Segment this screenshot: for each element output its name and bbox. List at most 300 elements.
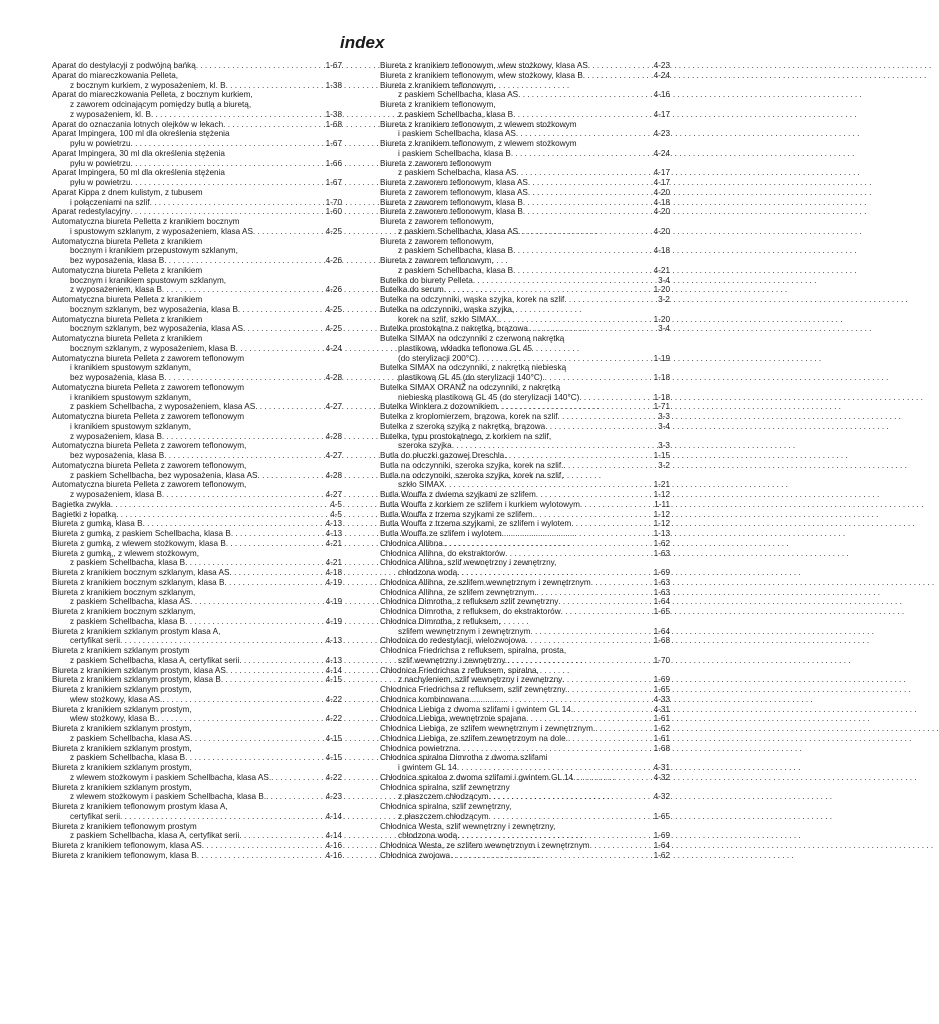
dot-leader: [130, 207, 324, 217]
entry-page-number: 4-24: [653, 148, 670, 158]
dot-leader: [526, 714, 653, 724]
entry-text: Chłodnica Westa, ze szlifem wewnętrznym i zewnętrznym: [380, 841, 590, 850]
entry-page-number: 4-15: [325, 733, 342, 743]
entry-text: Biureta z kranikiem teflonowym, z wlewem stożkowym: [380, 119, 577, 129]
entry-text: Biureta z zaworem teflonowym,: [380, 256, 494, 265]
dot-leader: [504, 451, 652, 461]
entry-text: z paskiem Schelbacha, klasa AS: [398, 168, 517, 178]
entry-text: Automatyczna biureta Pelleta z zaworem teflonowym: [52, 412, 245, 421]
dot-leader: [573, 705, 653, 715]
entry-page-number: 4-24: [325, 343, 342, 353]
entry-page-number: 1-67: [325, 61, 342, 70]
index-entry: [380, 724, 670, 734]
entry-page-number: 1-69: [653, 675, 670, 685]
entry-text: bocznym szklanym, bez wyposażenia, klasa AS: [70, 324, 243, 334]
index-entry: [52, 617, 342, 627]
index-entry: [380, 139, 670, 149]
index-entry: [52, 734, 342, 744]
index-entry: [380, 393, 670, 403]
index-entry: [52, 139, 342, 149]
entry-page-number: 4-23: [653, 129, 670, 139]
entry-page-number: 1-67: [325, 139, 342, 148]
index-entry: [380, 480, 670, 490]
index-entry: [380, 588, 670, 598]
index-column-right: [380, 61, 670, 861]
entry-page-number: 4-28: [325, 431, 342, 441]
entry-text: Biureta z kranikiem bocznym szklanym,: [52, 587, 196, 597]
dot-leader: [266, 792, 324, 802]
entry-text: Aparat Impingera, 100 ml dla określenia stężenia: [52, 129, 230, 139]
entry-page-number: 4-13: [325, 655, 342, 665]
index-entry: [52, 519, 342, 529]
entry-page-number: 4-26: [325, 285, 342, 295]
entry-text: Biureta z kranikiem teflonowym,: [380, 100, 496, 109]
entry-page-number: 4-14: [325, 831, 342, 841]
entry-text: chłodzona wodą: [398, 831, 458, 841]
index-entry: [380, 510, 670, 520]
dot-leader: [255, 402, 324, 412]
entry-text: Aparat Impingera, 50 ml dla określenia stężenia: [52, 168, 225, 178]
entry-page-number: 4-16: [325, 841, 342, 850]
dot-leader: [226, 81, 325, 91]
dot-leader: [162, 432, 325, 442]
entry-text: z wyposażeniem, kl. B: [70, 109, 151, 119]
dot-leader: [591, 578, 653, 588]
index-entry: [380, 744, 670, 754]
entry-text: z paskiem Schellbacha, klasa B: [398, 109, 514, 119]
index-entry: [380, 363, 670, 373]
entry-text: Butla Wouffa z korkiem ze szlifem i kurkiem wylotowym: [380, 499, 580, 509]
entry-page-number: 1-62: [653, 538, 670, 548]
index-entry: [52, 500, 342, 510]
entry-page-number: 1-71: [653, 402, 670, 412]
dot-leader: [457, 763, 653, 773]
entry-text: Butelka SIMAX na odczynniki, z nakrętką niebieską: [380, 363, 567, 373]
entry-text: Butla Wouffa ze szlifem i wylotem: [380, 529, 502, 538]
entry-page-number: 4-13: [325, 529, 342, 538]
entry-text: plastikową, wkładka teflonowa GL 45: [398, 343, 532, 353]
entry-text: Aparat do oznaczania lotnych olejków w lekach: [52, 119, 224, 129]
index-entry: [380, 607, 670, 617]
entry-page-number: 4-17: [653, 109, 670, 119]
entry-page-number: 1-62: [653, 724, 670, 733]
entry-page-number: 1-65: [653, 607, 670, 616]
dot-leader: [226, 666, 325, 676]
dot-leader: [537, 588, 653, 598]
entry-page-number: 1-12: [653, 519, 670, 529]
entry-text: Biureta z kranikiem szklanym prostym klasa A,: [52, 626, 221, 636]
index-entry: [52, 627, 342, 637]
index-entry: [52, 237, 342, 247]
dot-leader: [164, 256, 324, 266]
index-entry: [52, 90, 342, 100]
dot-leader: [238, 305, 325, 315]
index-entry: [380, 198, 670, 208]
entry-page-number: 4-21: [653, 265, 670, 275]
entry-text: Aparat Impingera, 30 ml dla określenia stężenia: [52, 148, 225, 158]
dot-leader: [229, 568, 324, 578]
entry-text: Butelka prostokątna z nakrętką, brązowa: [380, 324, 528, 334]
entry-text: Chłodnica do redestylacji, wielozwojowa: [380, 636, 526, 646]
entry-page-number: 4-32: [653, 772, 670, 782]
dot-leader: [445, 539, 653, 549]
dot-leader: [595, 724, 652, 734]
index-entry: [52, 198, 342, 208]
index-entry: [380, 461, 670, 471]
entry-page-number: 4-18: [325, 568, 342, 577]
entry-page-number: 1-68: [325, 119, 342, 129]
index-entry: [52, 188, 342, 198]
dot-leader: [545, 422, 657, 432]
dot-leader: [567, 685, 652, 695]
entry-page-number: 1-18: [653, 373, 670, 382]
index-entry: [52, 568, 342, 578]
entry-text: Biureta z zaworem teflonowym: [380, 158, 492, 168]
dot-leader: [143, 519, 325, 529]
index-entry: [380, 149, 670, 159]
index-entry: [52, 578, 342, 588]
entry-page-number: 4-20: [653, 226, 670, 236]
entry-page-number: 4-23: [325, 792, 342, 802]
entry-text: z paskiem Schellbacha, klasa AS: [70, 597, 191, 607]
entry-text: Aparat do destylacyjі z podwójną bańką: [52, 61, 196, 70]
dot-leader: [562, 675, 652, 685]
dot-leader: [513, 266, 652, 276]
index-entry: [52, 266, 342, 276]
dot-leader: [258, 471, 325, 481]
entry-text: Biureta z kranikiem teflonowym prostym klasa A,: [52, 802, 228, 811]
dot-leader: [518, 90, 652, 100]
entry-text: Chłodnica Liebiga, wewnętrznie spajana: [380, 714, 527, 724]
entry-text: z paskiem Schellbacha, klasa AS: [398, 90, 519, 100]
index-entry: [380, 285, 670, 295]
entry-text: z wyposażeniem, klasa B: [70, 431, 162, 441]
entry-text: Automatyczna biureta Pelleta z zaworem teflonowym: [52, 382, 245, 392]
entry-page-number: 4-16: [325, 850, 342, 860]
entry-text: Biureta z kranikiem szklanym prostym: [52, 646, 190, 655]
entry-text: Biureta z kranikiem bocznym szklanym, klasa AS: [52, 568, 230, 577]
dot-leader: [131, 178, 325, 188]
entry-text: Chłodnica Liebiga, ze szlifem zewnętrznym na dole.: [380, 733, 568, 743]
entry-text: Butla Wouffa z dwiema szyjkami ze szlifem: [380, 490, 536, 499]
entry-text: z paskiem Schellbacha, klasa B: [398, 246, 514, 256]
entry-text: Biureta z kranikiem teflonowym, klasa AS: [52, 841, 202, 850]
index-entry: [52, 354, 342, 364]
dot-leader: [131, 159, 325, 169]
dot-leader: [231, 529, 325, 539]
entry-page-number: 4-19: [325, 616, 342, 626]
entry-text: z wlewem stożkowym i paskiem Schellbacha, klasa AS.: [70, 772, 272, 782]
index-entry: [52, 422, 342, 432]
index-entry: [52, 646, 342, 656]
entry-text: Biureta z kranikiem teflonowym, wlew stożkowy, klasa B: [380, 70, 583, 80]
entry-text: z paskiem Schellbacha, klasa B: [398, 265, 514, 275]
entry-text: Butla do płuczki gazowej Dreschla: [380, 451, 505, 460]
index-entry: [52, 71, 342, 81]
dot-leader: [528, 178, 653, 188]
dot-leader: [526, 636, 653, 646]
entry-text: Biureta z kranikiem bocznym szklanym,: [52, 607, 196, 616]
entry-text: Automatyczna biureta Pelleta z kranikiem: [52, 295, 203, 304]
entry-page-number: 1-64: [653, 626, 670, 636]
entry-page-number: 1-21: [653, 480, 670, 490]
index-entry: [380, 451, 670, 461]
dot-leader: [162, 695, 324, 705]
index-entry: [52, 246, 342, 256]
entry-text: korek na szlif, szkło SIMAX.: [398, 314, 500, 324]
entry-text: z paskiem Schellbacha, klasa AS: [70, 733, 191, 743]
entry-page-number: 3-2: [658, 295, 670, 304]
entry-text: Chłodnica Friedrichsa z refluksem, spiralna,: [380, 665, 539, 675]
index-entry: [380, 549, 670, 559]
dot-leader: [590, 841, 653, 851]
entry-text: i kranikiem spustowym szklanym,: [70, 363, 192, 373]
index-entry: [380, 237, 670, 247]
entry-text: z paskiem Schellbacha, klasa B: [70, 558, 186, 568]
dot-leader: [226, 539, 325, 549]
index-entry: [52, 802, 342, 812]
entry-text: Aparat redestylacyjny: [52, 207, 131, 217]
index-entry: [380, 636, 670, 646]
index-entry: [52, 110, 342, 120]
dot-leader: [497, 402, 652, 412]
index-entry: [52, 656, 342, 666]
index-entry: [380, 276, 670, 286]
index-entry: [380, 812, 670, 822]
dot-leader: [452, 441, 657, 451]
entry-text: i kranikiem spustowym szklanym,: [70, 421, 192, 431]
entry-text: szlif wewnętrzny i zewnętrzny.: [398, 655, 508, 665]
page-title: index: [340, 33, 385, 52]
entry-text: Butla Wouffa z trzema szyjkami, ze szlifem i wylotem: [380, 519, 572, 529]
entry-text: Bagietka zwykła: [52, 499, 111, 509]
dot-leader: [120, 812, 325, 822]
index-entry: [52, 315, 342, 325]
entry-page-number: 4-18: [653, 246, 670, 256]
index-entry: [52, 441, 342, 451]
entry-text: Biureta z kranikiem teflonowym prostym: [52, 821, 197, 831]
entry-page-number: 1-64: [653, 597, 670, 607]
dot-leader: [536, 490, 653, 500]
dot-leader: [505, 549, 652, 559]
index-entry: [52, 705, 342, 715]
index-entry: [52, 256, 342, 266]
dot-leader: [545, 373, 653, 383]
entry-page-number: 1-38: [325, 109, 342, 119]
entry-text: Chłodnica Friedrichsa z refluksem, spiralna, prosta,: [380, 646, 567, 655]
dot-leader: [271, 773, 324, 783]
index-entry: [380, 705, 670, 715]
dot-leader: [162, 490, 325, 500]
dot-leader: [224, 578, 324, 588]
entry-page-number: 1-18: [653, 392, 670, 402]
index-entry: [52, 607, 342, 617]
dot-leader: [253, 227, 325, 237]
index-entry: [52, 773, 342, 783]
entry-page-number: 4-22: [325, 714, 342, 724]
dot-leader: [563, 461, 657, 471]
entry-text: Butelka z szeroką szyjką z nakrętką, brązowa: [380, 421, 546, 431]
entry-text: Biureta z gumką,, z wlewem stożkowym,: [52, 548, 199, 558]
entry-page-number: 4-14: [325, 811, 342, 821]
entry-page-number: 1-69: [653, 831, 670, 841]
index-entry: [380, 246, 670, 256]
entry-text: bocznym szklanym, bez wyposażenia, klasa B: [70, 304, 238, 314]
entry-page-number: 1-19: [653, 353, 670, 363]
index-entry: [52, 841, 342, 851]
dot-leader: [513, 110, 652, 120]
entry-text: Biureta z gumką, z wlewem stożkowym, klasa B: [52, 538, 226, 548]
dot-leader: [196, 61, 325, 71]
entry-page-number: 1-64: [653, 841, 670, 850]
entry-page-number: 4-32: [653, 792, 670, 802]
entry-text: Biureta z zaworem teflonowym, klasa B: [380, 207, 523, 217]
dot-leader: [535, 510, 653, 520]
index-entry: [380, 714, 670, 724]
entry-text: z nachyleniem, szlif wewnętrzny i zewnętrzny: [398, 675, 563, 685]
index-entry: [380, 110, 670, 120]
entry-text: Chłodnica Liebiga z dwoma szlifami i gwintem GL 14.: [380, 704, 574, 714]
dot-leader: [489, 792, 653, 802]
entry-text: Butelka z kroplomierzem, brązowa, korek na szlif: [380, 412, 558, 421]
index-entry: [52, 402, 342, 412]
index-entry: [52, 129, 342, 139]
index-entry: [52, 217, 342, 227]
entry-text: Biureta z zaworem teflonowym,: [380, 217, 494, 226]
index-column-left: [52, 61, 342, 861]
entry-text: Chłodnica Friedrichsa z refluksem, szlif zewnętrzny.: [380, 685, 568, 694]
entry-page-number: 4-21: [325, 538, 342, 548]
dot-leader: [243, 324, 325, 334]
entry-page-number: 1-66: [325, 158, 342, 168]
index-entry: [380, 227, 670, 237]
entry-text: Bagietki z łopatką: [52, 509, 117, 519]
entry-text: certyfikat serii: [70, 811, 121, 821]
index-entry: [52, 295, 342, 305]
entry-page-number: 4-25: [325, 304, 342, 314]
entry-text: Biureta z gumką, z paskiem Schellbacha, klasa B: [52, 529, 231, 538]
index-entry: [380, 324, 670, 334]
entry-page-number: 4-28: [325, 470, 342, 480]
entry-page-number: 1-68: [653, 636, 670, 646]
entry-text: Chłodnica Dimrotha, z refluksem szlif zewnętrzny: [380, 597, 559, 607]
index-entry: [380, 383, 670, 393]
index-entry: [52, 597, 342, 607]
index-entry: [380, 685, 670, 695]
index-entry: [380, 646, 670, 656]
index-entry: [52, 539, 342, 549]
entry-page-number: 1-69: [653, 568, 670, 577]
dot-leader: [239, 656, 324, 666]
dot-leader: [579, 393, 652, 403]
entry-text: i kranikiem spustowym szklanym,: [70, 392, 192, 402]
dot-leader: [511, 149, 653, 159]
entry-text: szlifem wewnętrznym i zewnętrznym: [398, 626, 531, 636]
index-entry: [52, 831, 342, 841]
entry-page-number: 3-4: [658, 421, 670, 431]
index-entry: [380, 344, 670, 354]
entry-page-number: 4-22: [325, 772, 342, 782]
entry-text: pyłu w powietrzu: [70, 158, 131, 168]
entry-text: chłodzona wodą: [398, 568, 458, 577]
entry-text: Biureta z kranikiem szklanym prostym,: [52, 743, 192, 753]
index-entry: [380, 783, 670, 793]
entry-text: z paskiem Schellbacha, klasa B: [70, 616, 186, 626]
dot-leader: [588, 61, 653, 71]
dot-leader: [221, 675, 325, 685]
dot-leader: [202, 841, 325, 851]
index-entry: [380, 422, 670, 432]
index-entry: [380, 558, 670, 568]
index-entry: [380, 256, 670, 266]
entry-page-number: 4-27: [325, 451, 342, 460]
index-entry: [380, 61, 670, 71]
dot-leader: [513, 246, 652, 256]
dot-leader: [516, 129, 653, 139]
dot-leader: [469, 695, 652, 705]
index-entry: [380, 217, 670, 227]
index-entry: [380, 159, 670, 169]
entry-page-number: 4-33: [653, 694, 670, 704]
entry-text: z płaszczem chłodzącym: [398, 811, 489, 821]
index-entry: [380, 763, 670, 773]
entry-page-number: 4-19: [325, 577, 342, 587]
entry-text: Butelka na odczynniki, wąska szyjka,: [380, 304, 515, 314]
index-entry: [380, 578, 670, 588]
entry-text: Chłodnica Liebiga, ze szlifem wewnętrznym i zewnętrznym.: [380, 724, 596, 733]
index-entry: [52, 724, 342, 734]
entry-text: Chłodnica spiralna, szlif zewnętrzny,: [380, 802, 512, 811]
index-entry: [52, 363, 342, 373]
entry-page-number: 4-27: [325, 490, 342, 499]
index-entry: [380, 295, 670, 305]
entry-text: Aparat do miareczkowania Pelleta, z bocznym kurkiem,: [52, 90, 253, 100]
index-entry: [52, 178, 342, 188]
index-entry: [380, 490, 670, 500]
index-entry: [380, 81, 670, 91]
entry-text: Butelka Winklera z dozownikiem: [380, 402, 498, 412]
dot-leader: [197, 851, 325, 861]
entry-text: Automatyczna biureta Pelleta z kranikiem: [52, 265, 203, 275]
entry-page-number: 4-25: [325, 324, 342, 334]
entry-page-number: 4-15: [325, 753, 342, 763]
index-entry: [380, 412, 670, 422]
entry-text: Biureta z kranikiem szklanym prostym,: [52, 704, 192, 714]
index-entry: [52, 529, 342, 539]
entry-page-number: 1-63: [653, 548, 670, 558]
index-entry: [380, 334, 670, 344]
entry-page-number: 4-17: [653, 178, 670, 187]
dot-leader: [162, 285, 325, 295]
index-entry: [380, 188, 670, 198]
entry-page-number: 4-14: [325, 665, 342, 675]
entry-text: Chłodnica Allihna, szlif wewnętrzny i zewnętrzny,: [380, 558, 557, 568]
entry-text: bocznym i kranikiem spustowym szklanym,: [70, 275, 227, 285]
index-entry: [52, 480, 342, 490]
index-entry: [52, 675, 342, 685]
entry-page-number: 4-15: [325, 675, 342, 685]
dot-leader: [557, 412, 657, 422]
index-entry: [52, 412, 342, 422]
index-entry: [52, 753, 342, 763]
entry-text: Butelka do serum: [380, 285, 444, 295]
index-entry: [52, 285, 342, 295]
entry-text: z bocznym kurkiem, z wyposażeniem, kl. B: [70, 80, 226, 90]
index-entry: [52, 636, 342, 646]
entry-page-number: 3-3: [658, 412, 670, 421]
dot-leader: [150, 198, 325, 208]
dot-leader: [190, 734, 324, 744]
